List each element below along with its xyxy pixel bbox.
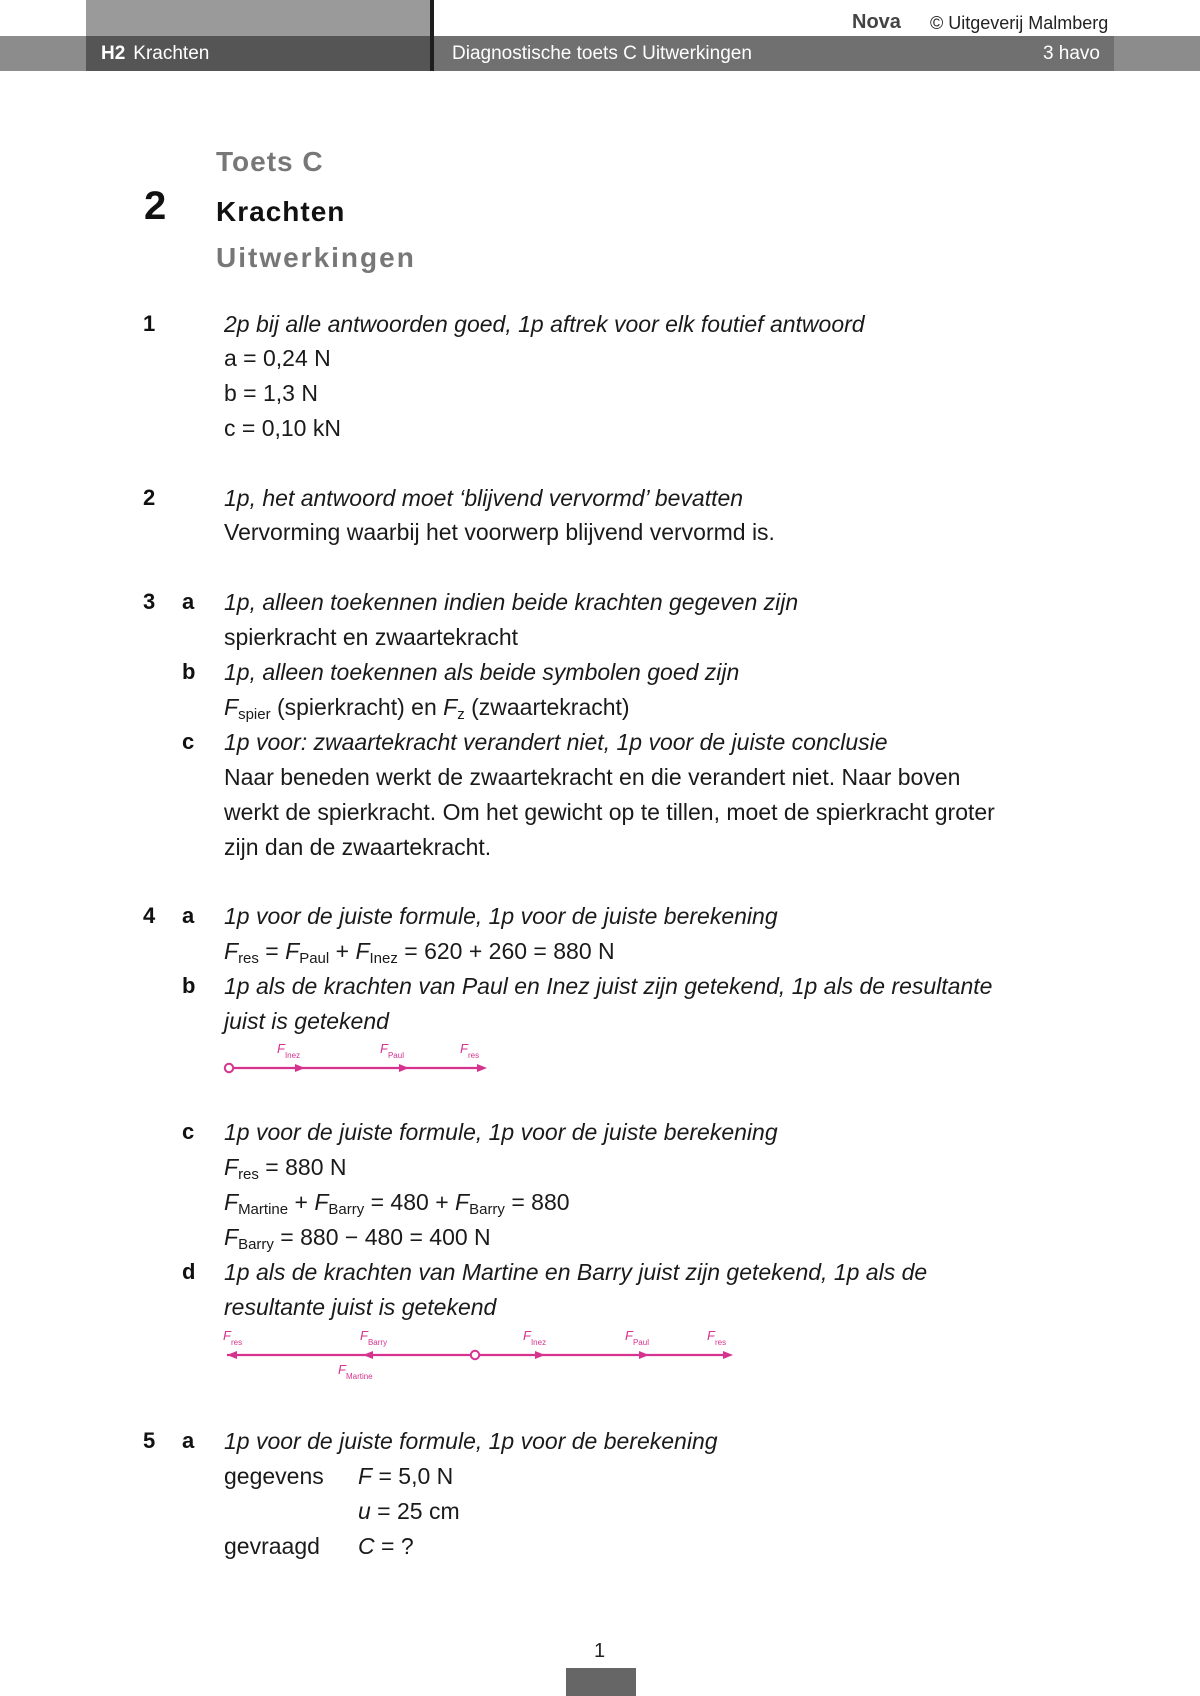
question-number: 3 [143,589,156,614]
label-paul: $F_{Paul}$ [380,1041,404,1060]
subquestion-label: c [182,729,195,754]
header-doc-title: Diagnostische toets C Uitwerkingen [452,43,752,64]
chapter-subtitle: Uitwerkingen [216,242,416,273]
label-barry: $F_{Barry}$ [360,1328,388,1347]
subquestion-label: c [182,1119,195,1144]
asked-value: C = ? [358,1533,414,1559]
q3b-answer: $F_{spier}$ (spierkracht) en $F_z$ (zwaartekracht) [224,694,630,723]
question-number: 2 [143,485,156,510]
subquestion-label: a [182,903,195,928]
label-inez: $F_{Inez}$ [523,1328,547,1347]
arrowhead-inez [295,1064,305,1072]
q3c-answer-line: werkt de spierkracht. Om het gewicht op te tillen, moet de spierkracht groter [224,799,995,825]
force-diagram-paul-inez [215,1038,495,1074]
q4c-line: $F_{Barry} = 880 - 480 = 400$ N [224,1224,491,1253]
arrowhead-paul [639,1351,649,1359]
label-res-left: $F_{res}$ [223,1328,243,1347]
label-paul: $F_{Paul}$ [625,1328,649,1347]
q4b-instruction: juist is getekend [224,1008,389,1034]
q1-answer-c: c = 0,10 kN [224,415,341,441]
header-chapter-code: H2 [101,43,126,64]
q4a-formula: $F_{res} = F_{Paul} + F_{Inez} = 620 + 260 = 880$ N [224,938,615,967]
arrowhead-res [477,1064,487,1072]
subquestion-label: b [182,973,196,998]
header-chapter-name: Krachten [133,43,210,64]
arrowhead-res-right [723,1351,733,1359]
chapter-number: 2 [144,184,167,228]
chapter-title: Krachten [216,196,346,227]
q4d-instruction: 1p als de krachten van Martine en Barry juist zijn getekend, 1p als de [224,1259,928,1285]
force-diagram-martine-barry [215,1322,735,1392]
label-res: $F_{res}$ [460,1041,480,1060]
q3c-answer-line: zijn dan de zwaartekracht. [224,834,492,860]
q1-answer-b: b = 1,3 N [224,380,318,406]
question-number: 1 [143,311,156,336]
q5a-instruction: 1p voor de juiste formule, 1p voor de berekening [224,1428,718,1454]
copyright: © Uitgeverij Malmberg [930,13,1109,33]
q4c-instruction: 1p voor de juiste formule, 1p voor de juiste berekening [224,1119,778,1145]
question-number: 4 [143,903,156,928]
arrowhead-inez [535,1351,545,1359]
q2-instruction: 1p, het antwoord moet ‘blijvend vervormd’ bevatten [224,485,744,511]
asked-label: gevraagd [224,1533,320,1559]
header-top-block [86,0,430,36]
arrowhead-res-left [227,1351,237,1359]
q1-answer-a: a = 0,24 N [224,345,331,371]
brand-logo: Nova [852,11,901,33]
label-inez: $F_{Inez}$ [277,1041,301,1060]
q4d-instruction: resultante juist is getekend [224,1294,497,1320]
page-tab [566,1668,636,1696]
q1-instruction: 2p bij alle antwoorden goed, 1p aftrek voor elk foutief antwoord [224,311,865,337]
label-res-right: $F_{res}$ [707,1328,727,1347]
header-level: 3 havo [1042,43,1100,64]
arrowhead-paul [399,1064,409,1072]
page-number: 1 [594,1640,606,1662]
q4b-instruction: 1p als de krachten van Paul en Inez juist zijn getekend, 1p als de resultante [224,973,993,999]
q3c-answer-line: Naar beneden werkt de zwaartekracht en die verandert niet. Naar boven [224,764,961,790]
q4c-line: $F_{Martine} + F_{Barry} = 480 + F_{Barry} = 880$ [224,1189,570,1218]
q3b-instruction: 1p, alleen toekennen als beide symbolen goed zijn [224,659,740,685]
given-label: gegevens [224,1463,324,1489]
subquestion-label: a [182,1428,195,1453]
given-extension: u = 25 cm [358,1498,460,1524]
q4c-line: $F_{res} = 880$ N [224,1154,347,1183]
q4a-instruction: 1p voor de juiste formule, 1p voor de juiste berekening [224,903,778,929]
header-divider [430,0,434,71]
subquestion-label: a [182,589,195,614]
question-number: 5 [143,1428,156,1453]
arrowhead-barry [363,1351,373,1359]
subquestion-label: b [182,659,196,684]
header-chapter [101,44,209,64]
q3c-instruction: 1p voor: zwaartekracht verandert niet, 1p voor de juiste conclusie [224,729,888,755]
chapter-kicker: Toets C [216,146,324,177]
label-martine: $F_{Martine}$ [338,1362,373,1381]
q3a-answer: spierkracht en zwaartekracht [224,624,519,650]
given-force: F = 5,0 N [358,1463,454,1489]
q2-answer: Vervorming waarbij het voorwerp blijvend vervormd is. [224,519,775,545]
q3a-instruction: 1p, alleen toekennen indien beide krachten gegeven zijn [224,589,799,615]
subquestion-label: d [182,1259,196,1284]
